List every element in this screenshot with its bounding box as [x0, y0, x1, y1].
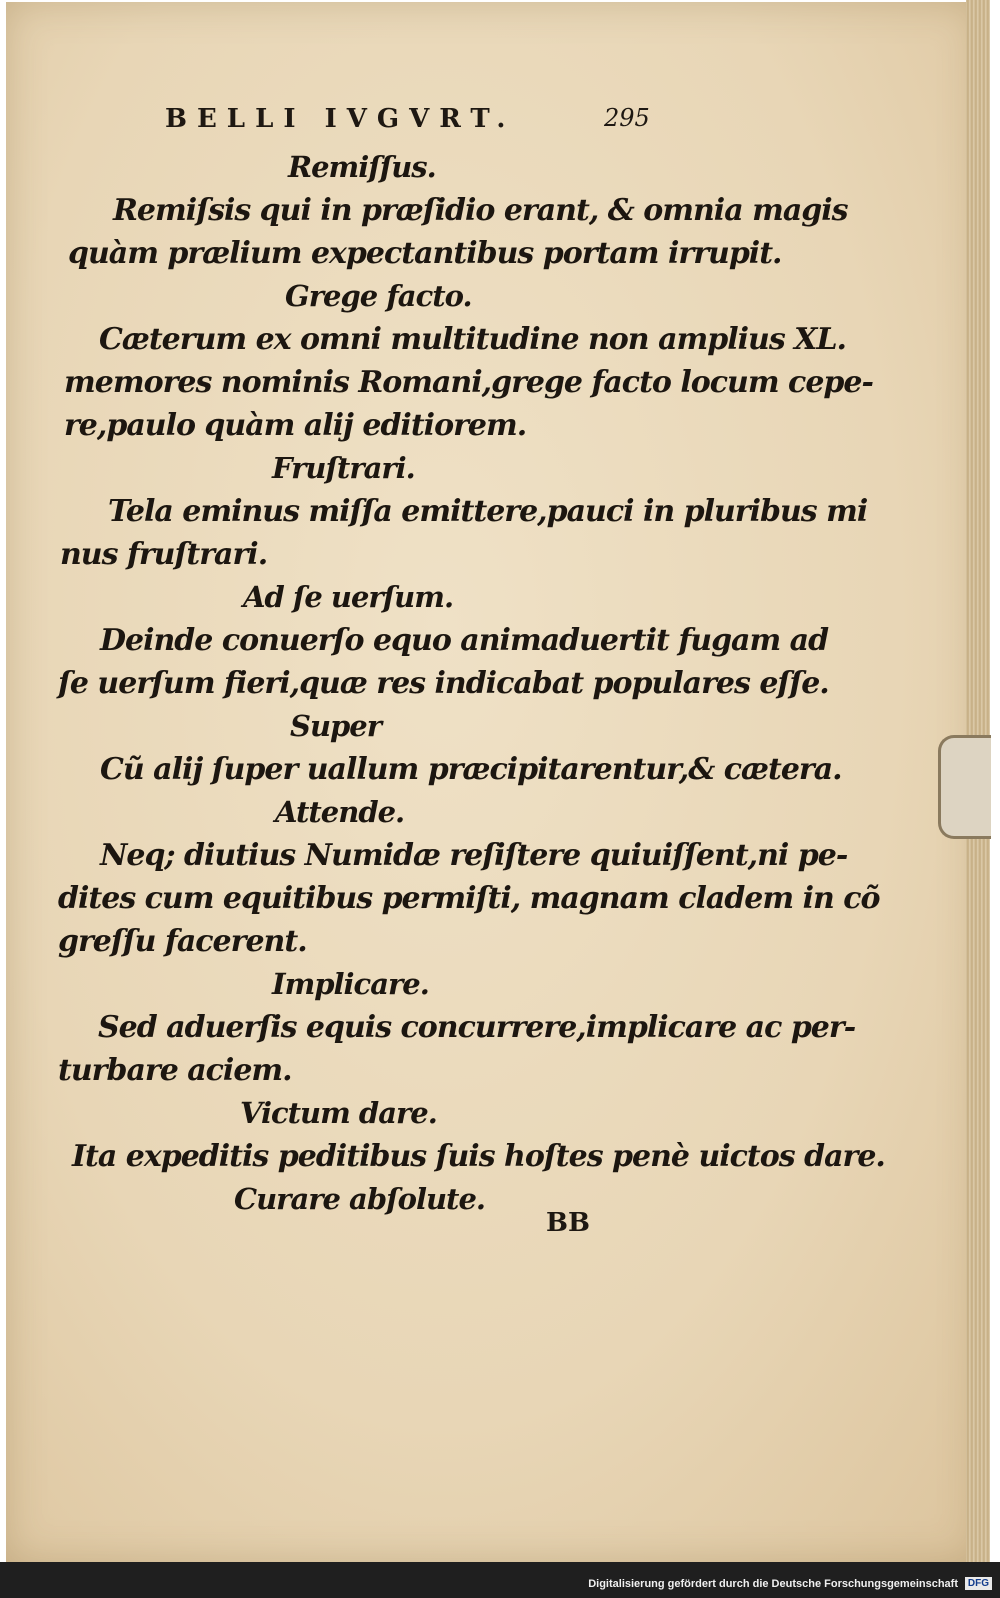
text-line: turbare aciem.: [58, 1053, 292, 1088]
heading-grege-facto: Grege facto.: [285, 279, 472, 313]
heading-attende: Attende.: [275, 795, 405, 829]
page-number: 295: [604, 104, 650, 132]
heading-ad-se-uersum: Ad ſe uerſum.: [243, 580, 454, 614]
heading-super: Super: [290, 709, 382, 743]
heading-implicare: Implicare.: [272, 967, 429, 1001]
signature-mark: BB: [546, 1208, 590, 1238]
text-line: Deinde conuerſo equo animaduertit fugam ad: [100, 623, 829, 658]
heading-frustrari: Fruſtrari.: [272, 451, 415, 485]
heading-curare-absolute: Curare abſolute.: [234, 1182, 485, 1216]
digitization-credit: Digitalisierung gefördert durch die Deutsche Forschungsgemeinschaft: [588, 1578, 958, 1590]
heading-victum-dare: Victum dare.: [240, 1096, 437, 1130]
text-line: Cũ alij ſuper uallum præcipitarentur,& cætera.: [100, 752, 842, 787]
text-line: greſſu facerent.: [58, 924, 307, 959]
text-line: ſe uerſum fieri,quæ res indicabat populares eſſe.: [58, 666, 829, 701]
text-line: Neq; diutius Numidæ reſiſtere quiuiſſent,ni pe-: [100, 838, 848, 873]
text-line: re,paulo quàm alij editiorem.: [64, 408, 527, 443]
text-line: Tela eminus miſſa emittere,pauci in pluribus mi: [108, 494, 868, 529]
text-line: nus fruſtrari.: [60, 537, 268, 572]
dfg-logo: DFG: [965, 1577, 992, 1590]
text-line: Remiſsis qui in præſidio erant, & omnia magis: [113, 193, 848, 228]
running-head: BELLI IVGVRT.: [165, 104, 516, 134]
text-line: Cæterum ex omni multitudine non amplius XL.: [99, 322, 846, 357]
text-line: dites cum equitibus permiſti, magnam cladem in cõ: [58, 881, 880, 916]
heading-remissus: Remiſſus.: [288, 150, 436, 184]
index-tab: [938, 735, 991, 839]
text-line: Sed aduerſis equis concurrere,implicare ac per-: [98, 1010, 856, 1045]
text-line: Ita expeditis peditibus ſuis hoſtes penè uictos dare.: [72, 1139, 885, 1174]
text-line: memores nominis Romani,grege facto locum cepe-: [64, 365, 873, 400]
text-line: quàm prælium expectantibus portam irrupit.: [68, 236, 782, 271]
